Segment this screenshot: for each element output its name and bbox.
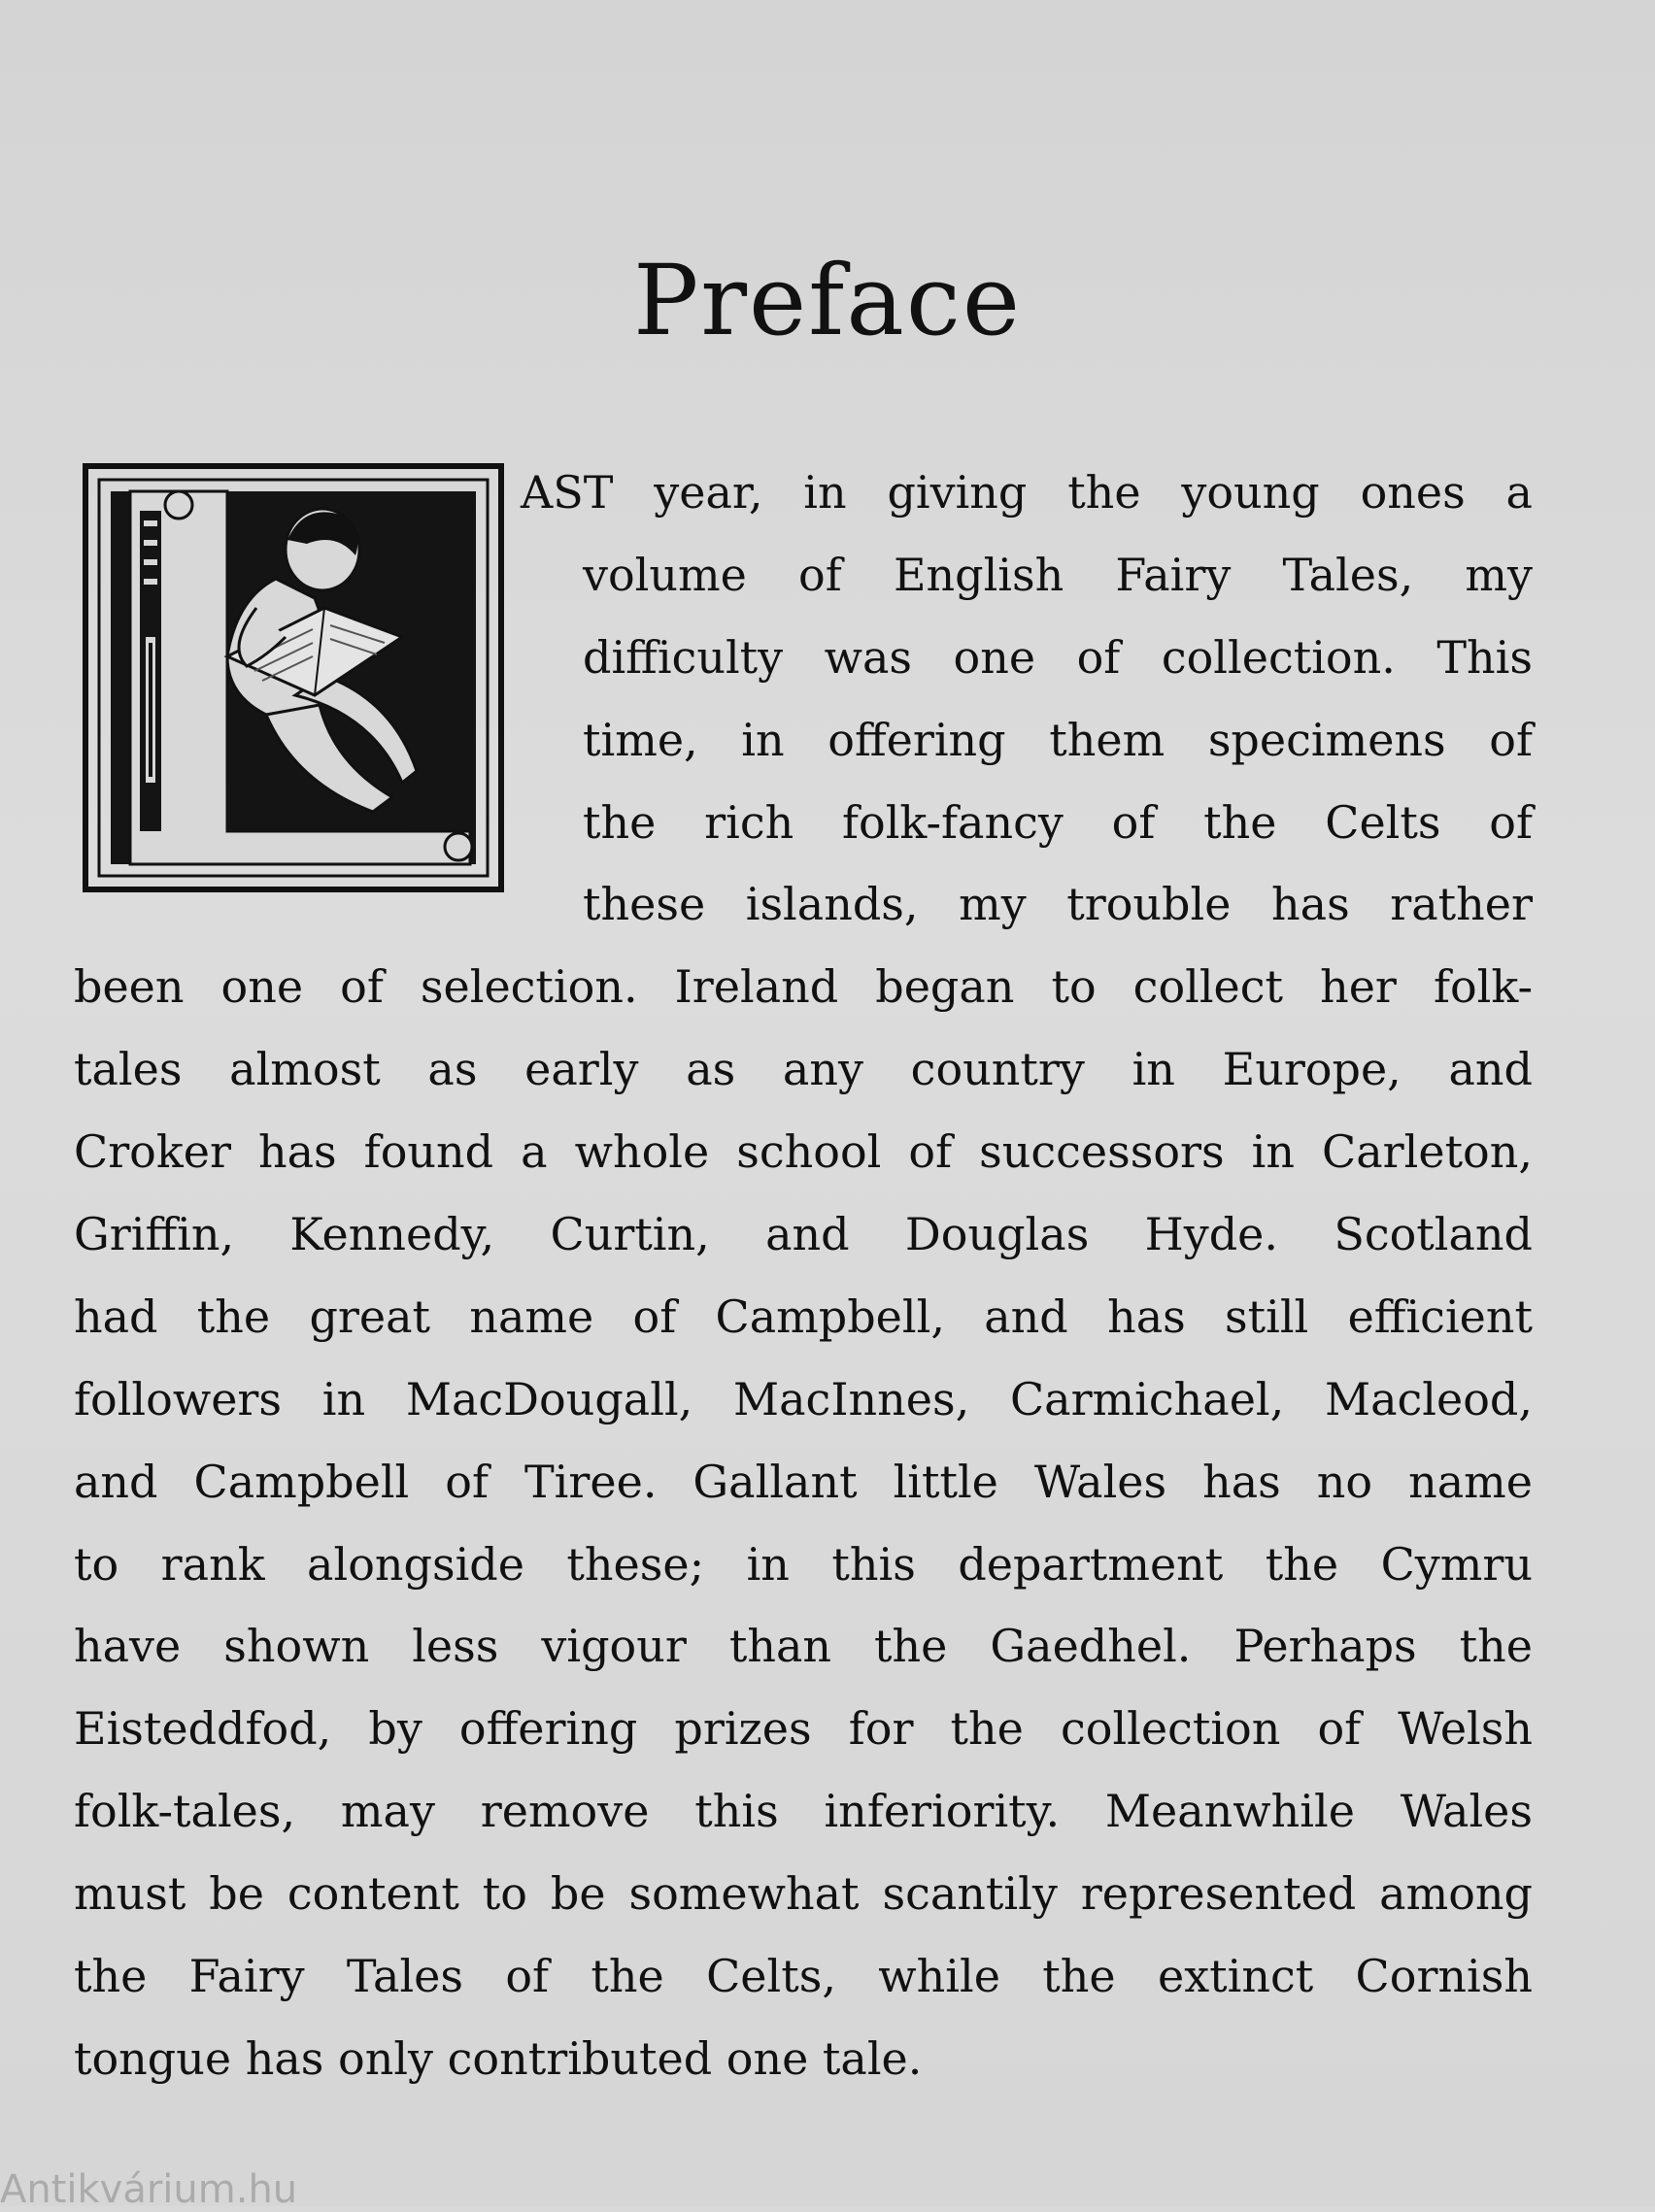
text-line: time, in offering them specimens of [583,713,1533,766]
text-line: to rank alongside these; in this department the Cymru [74,1537,1533,1591]
text-line: Eisteddfod, by offering prizes for the collection of Welsh [74,1702,1533,1756]
text-line: Croker has found a whole school of successors in Carleton, [74,1125,1533,1179]
text-line: have shown less vigour than the Gaedhel. Perhaps the [74,1620,1533,1673]
text-line: the rich folk-fancy of the Celts of [583,795,1533,849]
text-line: these islands, my trouble has rather [583,878,1533,931]
text-line: difficulty was one of collection. This [583,630,1533,684]
text-line: followers in MacDougall, MacInnes, Carmichael, Macleod, [74,1372,1533,1425]
watermark: Antikvárium.hu [0,2167,298,2212]
text-line: volume of English Fairy Tales, my [583,548,1533,601]
text-line: and Campbell of Tiree. Gallant little Wales has no name [74,1455,1533,1508]
text-line: been one of selection. Ireland began to collect her folk- [74,960,1533,1014]
text-line: Griffin, Kennedy, Curtin, and Douglas Hyde. Scotland [74,1208,1533,1261]
text-line: AST year, in giving the young ones a [521,466,1533,519]
text-line: the Fairy Tales of the Celts, while the extinct Cornish [74,1950,1533,2003]
text-line: tongue has only contributed one tale. [74,2031,923,2085]
text-line: folk-tales, may remove this inferiority. Meanwhile Wales [74,1785,1533,1838]
text-line: must be content to be somewhat scantily represented among [74,1867,1533,1921]
text-line: had the great name of Campbell, and has still efficient [74,1290,1533,1343]
preface-text [74,452,1533,2100]
text-line: tales almost as early as any country in Europe, and [74,1043,1533,1096]
page-title: Preface [632,244,1023,357]
